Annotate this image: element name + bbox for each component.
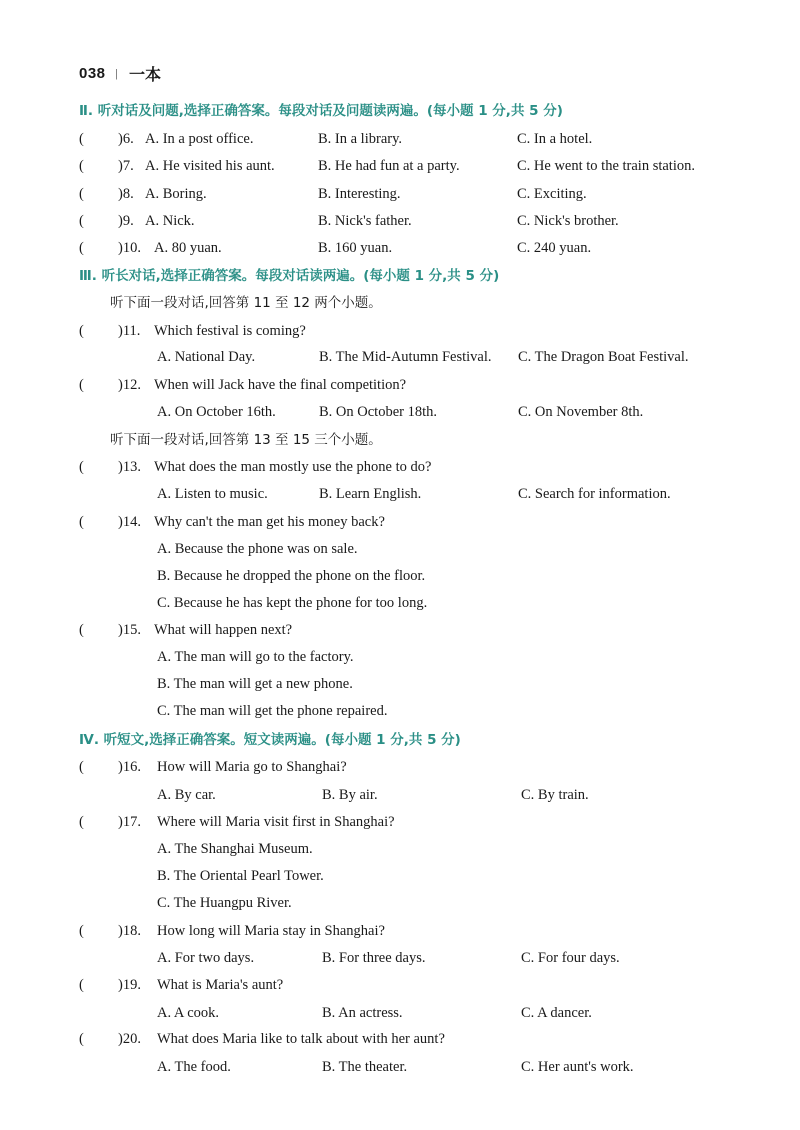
answer-paren[interactable]: ( (79, 213, 84, 229)
question-number: )19. (118, 977, 141, 993)
question-text: What is Maria's aunt? (157, 977, 284, 993)
option-a: A. He visited his aunt. (145, 158, 275, 174)
answer-paren[interactable]: ( (79, 459, 84, 475)
options-row (157, 1056, 800, 1078)
option-a: A. Because the phone was on sale. (157, 541, 358, 557)
question-text: How long will Maria stay in Shanghai? (157, 923, 385, 939)
answer-paren[interactable]: ( (79, 977, 84, 993)
page-number: 038 (79, 64, 106, 82)
question-row (0, 1028, 800, 1050)
option-b: B. The Oriental Pearl Tower. (157, 868, 324, 884)
question-row (0, 811, 800, 833)
question-row (0, 128, 800, 150)
option-c: C. Exciting. (517, 186, 587, 202)
answer-paren[interactable]: ( (79, 814, 84, 830)
options-row (157, 947, 800, 969)
option-a: A. Nick. (145, 213, 195, 229)
question-number: )8. (118, 186, 134, 202)
option-b: B. The Mid-Autumn Festival. (319, 349, 492, 365)
answer-paren[interactable]: ( (79, 1031, 84, 1047)
option-b: B. He had fun at a party. (318, 158, 460, 174)
option-a: A. In a post office. (145, 131, 254, 147)
option-a: A. By car. (157, 787, 216, 803)
option-c: C. Because he has kept the phone for too long. (157, 595, 428, 611)
brand-logo: 一本 (128, 64, 161, 84)
question-row (0, 374, 800, 396)
section-2-title: Ⅱ. 听对话及问题,选择正确答案。每段对话及问题读两遍。(每小题 1 分,共 5 分) (79, 103, 563, 119)
question-number: )10. (118, 240, 141, 256)
options-row (157, 784, 800, 806)
answer-paren[interactable]: ( (79, 240, 84, 256)
question-number: )17. (118, 814, 141, 830)
option-b: B. The man will get a new phone. (157, 676, 353, 692)
answer-paren[interactable]: ( (79, 622, 84, 638)
question-row (0, 756, 800, 778)
question-row (0, 237, 800, 259)
question-row (0, 210, 800, 232)
section-3-title: Ⅲ. 听长对话,选择正确答案。每段对话读两遍。(每小题 1 分,共 5 分) (79, 268, 500, 284)
option-b: B. For three days. (322, 950, 426, 966)
options-row (157, 346, 800, 368)
answer-paren[interactable]: ( (79, 323, 84, 339)
option-c: C. In a hotel. (517, 131, 593, 147)
option-c: C. A dancer. (521, 1005, 592, 1021)
option-b: B. By air. (322, 787, 378, 803)
option-a: A. On October 16th. (157, 404, 276, 420)
option-c: C. Nick's brother. (517, 213, 619, 229)
question-number: )20. (118, 1031, 141, 1047)
option-a: A. A cook. (157, 1005, 220, 1021)
option-a: A. The food. (157, 1059, 231, 1075)
option-a: A. Listen to music. (157, 486, 268, 502)
options-row (157, 483, 800, 505)
option-c: C. By train. (521, 787, 589, 803)
question-number: )12. (118, 377, 141, 393)
question-row (0, 183, 800, 205)
page-header (79, 62, 161, 84)
option-a: A. The Shanghai Museum. (157, 841, 313, 857)
option-a: A. Boring. (145, 186, 207, 202)
option-b: B. In a library. (318, 131, 403, 147)
question-text: Which festival is coming? (154, 323, 306, 339)
option-c: C. The man will get the phone repaired. (157, 703, 388, 719)
question-text: What does Maria like to talk about with her aunt? (157, 1031, 445, 1047)
option-c: C. Search for information. (518, 486, 671, 502)
options-row (157, 401, 800, 423)
answer-paren[interactable]: ( (79, 923, 84, 939)
answer-paren[interactable]: ( (79, 377, 84, 393)
question-number: )9. (118, 213, 134, 229)
answer-paren[interactable]: ( (79, 759, 84, 775)
question-text: What will happen next? (154, 622, 293, 638)
option-b: B. Learn English. (319, 486, 422, 502)
option-a: A. The man will go to the factory. (157, 649, 354, 665)
option-b: B. An actress. (322, 1005, 403, 1021)
question-number: )18. (118, 923, 141, 939)
question-number: )6. (118, 131, 134, 147)
instruction-13-15: 听下面一段对话,回答第 13 至 15 三个小题。 (110, 432, 382, 448)
question-number: )11. (118, 323, 141, 339)
question-row (0, 920, 800, 942)
question-row (0, 619, 800, 641)
option-c: C. He went to the train station. (517, 158, 695, 174)
header-separator: | (115, 65, 118, 80)
option-c: C. The Dragon Boat Festival. (518, 349, 689, 365)
option-b: B. Interesting. (318, 186, 401, 202)
option-c: C. 240 yuan. (517, 240, 592, 256)
question-row (0, 155, 800, 177)
option-b: B. Because he dropped the phone on the floor. (157, 568, 426, 584)
question-row (0, 974, 800, 996)
option-b: B. Nick's father. (318, 213, 412, 229)
answer-paren[interactable]: ( (79, 186, 84, 202)
question-text: Why can't the man get his money back? (154, 514, 385, 530)
question-row (0, 320, 800, 342)
question-text: How will Maria go to Shanghai? (157, 759, 347, 775)
answer-paren[interactable]: ( (79, 514, 84, 530)
answer-paren[interactable]: ( (79, 158, 84, 174)
question-number: )15. (118, 622, 141, 638)
question-number: )14. (118, 514, 141, 530)
answer-paren[interactable]: ( (79, 131, 84, 147)
option-c: C. On November 8th. (518, 404, 644, 420)
option-c: C. For four days. (521, 950, 620, 966)
option-b: B. The theater. (322, 1059, 408, 1075)
option-c: C. The Huangpu River. (157, 895, 292, 911)
option-b: B. 160 yuan. (318, 240, 393, 256)
question-row (0, 456, 800, 478)
options-row (157, 1002, 800, 1024)
question-number: )13. (118, 459, 141, 475)
option-c: C. Her aunt's work. (521, 1059, 634, 1075)
instruction-11-12: 听下面一段对话,回答第 11 至 12 两个小题。 (110, 295, 382, 311)
question-row (0, 511, 800, 533)
section-4-title: Ⅳ. 听短文,选择正确答案。短文读两遍。(每小题 1 分,共 5 分) (79, 732, 461, 748)
option-b: B. On October 18th. (319, 404, 437, 420)
question-number: )16. (118, 759, 141, 775)
question-text: When will Jack have the final competition? (154, 377, 407, 393)
question-text: What does the man mostly use the phone to do? (154, 459, 432, 475)
question-number: )7. (118, 158, 134, 174)
option-a: A. 80 yuan. (154, 240, 222, 256)
option-a: A. National Day. (157, 349, 256, 365)
question-text: Where will Maria visit first in Shanghai? (157, 814, 395, 830)
option-a: A. For two days. (157, 950, 255, 966)
